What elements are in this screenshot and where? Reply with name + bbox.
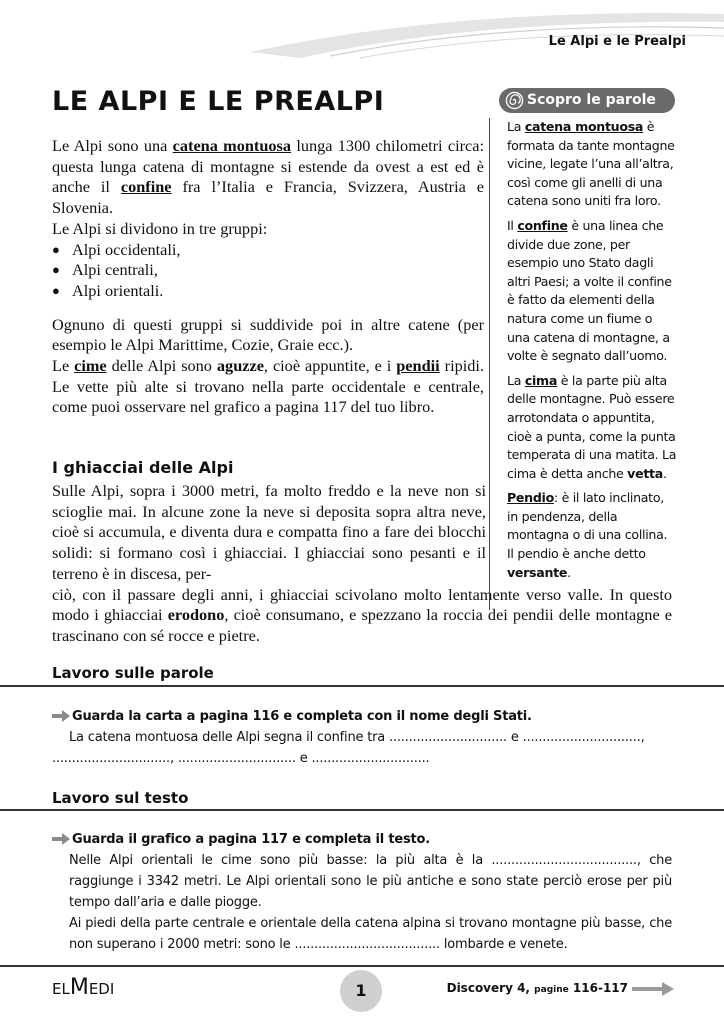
exercise-words	[52, 706, 672, 769]
page-title: LE ALPI E LE PREALPI	[52, 86, 385, 117]
list-item: ● Alpi occidentali,	[52, 240, 484, 261]
running-header: Le Alpi e le Prealpi	[548, 34, 686, 49]
header-swoosh-decoration	[0, 0, 724, 62]
glaciers-paragraph-a: Sulle Alpi, sopra i 3000 metri, fa molto freddo e la neve non si scioglie mai. In alcune zone la neve si deposita sopra altra neve, cioè si accumula, e diventa dura e compatta fino a fare dei blocchi solidi: si formano così i ghiacciai. I ghiacciai sono pesanti e il terreno è in discesa, per-	[52, 481, 486, 583]
exercise-words-heading: Lavoro sulle parole	[52, 664, 214, 682]
fill-in-line[interactable]: .............................., .............................. e ..............................	[52, 751, 430, 766]
fill-in-paragraph[interactable]: Nelle Alpi orientali le cime sono più basse: la più alta è la ....................................., che raggiunge i 3342 metri. Le Alpi orientali sono le più antiche e sono state perciò erose per più tempo dall’aria e dalle piogge.	[69, 853, 672, 910]
exercise-text-heading: Lavoro sul testo	[52, 789, 189, 807]
glossary-title: Scopro le parole	[499, 88, 675, 113]
publisher-logo: ELMEDI	[52, 975, 115, 1000]
intro-paragraph-2: Le Alpi si dividono in tre gruppi:	[52, 218, 268, 238]
alps-groups-list	[52, 240, 484, 302]
book-reference: Discovery 4, pagine 116-117	[446, 981, 628, 995]
divider	[0, 809, 724, 811]
arrow-icon	[52, 833, 70, 845]
divider	[0, 685, 724, 687]
footer-divider	[0, 965, 724, 967]
fill-in-paragraph[interactable]: Ai piedi della parte centrale e orientale della catena alpina si trovano montagne più basse, che non superano i 2000 metri: sono le ..................................... lombarde e venete.	[69, 916, 672, 952]
spiral-icon	[505, 91, 524, 110]
definition-catena-montuosa: La catena montuosa è formata da tante montagne vicine, legate l’una all’altra, così come gli anelli di una catena sono uniti fra loro.	[507, 119, 675, 209]
definition-pendio: Pendio: è il lato inclinato, in pendenza, della montagna o di una collina. Il pendio è anche detto versante.	[507, 490, 668, 580]
intro-paragraph-4: Le cime delle Alpi sono aguzze, cioè appuntite, e i pendii ripidi. Le vette più alte si trovano nella parte occidentale e centrale, come puoi osservare nel grafico a pagina 117 del tuo libro.	[52, 356, 484, 417]
list-item: ● Alpi centrali,	[52, 260, 484, 281]
definition-confine: Il confine è una linea che divide due zone, per esempio uno Stato dagli altri Paesi; a volte il confine è fatto da elementi della natura come un fiume o una catena di montagne, a volte è segnato dall’uomo.	[507, 217, 672, 364]
exercise-words-instruction: Guarda la carta a pagina 116 e completa con il nome degli Stati.	[52, 706, 672, 727]
fill-in-line[interactable]: La catena montuosa delle Alpi segna il confine tra .............................. e ..............................,	[69, 730, 645, 745]
glossary-body	[489, 118, 677, 610]
exercise-text-instruction: Guarda il grafico a pagina 117 e completa il testo.	[52, 829, 672, 850]
intro-paragraph-3: Ognuno di questi gruppi si suddivide poi in altre catene (per esempio le Alpi Marittime, Cozie, Graie ecc.).	[52, 314, 484, 355]
keyword-confine: confine	[120, 177, 172, 197]
definition-cima: La cima è la parte più alta delle montagne. Può essere arrotondata o appuntita, cioè a punta, come la punta temperata di una matita. La cima è detta anche vetta.	[507, 372, 677, 481]
exercise-text	[52, 829, 672, 955]
keyword-pendii: pendii	[396, 356, 440, 376]
page-number: 1	[340, 970, 382, 1012]
keyword-cime: cime	[74, 356, 107, 376]
arrow-icon	[52, 710, 70, 722]
intro-text	[52, 136, 484, 418]
list-item: ● Alpi orientali.	[52, 281, 484, 302]
intro-paragraph-1: Le Alpi sono una catena montuosa lunga 1300 chilometri circa: questa lunga catena di montagne si estende da ovest a est ed è anche il confine fra l’Italia e Francia, Svizzera, Austria e Slovenia.	[52, 136, 485, 218]
keyword-catena-montuosa: catena montuosa	[172, 136, 292, 155]
arrow-icon	[632, 982, 674, 996]
glaciers-paragraph-b: ciò, con il passare degli anni, i ghiacciai scivolano molto lentamente verso valle. In questo modo i ghiacciai erodono, cioè consumano, e spezzano la roccia dei pendii delle montagne e trascinano con sé rocce e pietre.	[52, 584, 673, 645]
glaciers-heading: I ghiacciai delle Alpi	[52, 458, 234, 477]
